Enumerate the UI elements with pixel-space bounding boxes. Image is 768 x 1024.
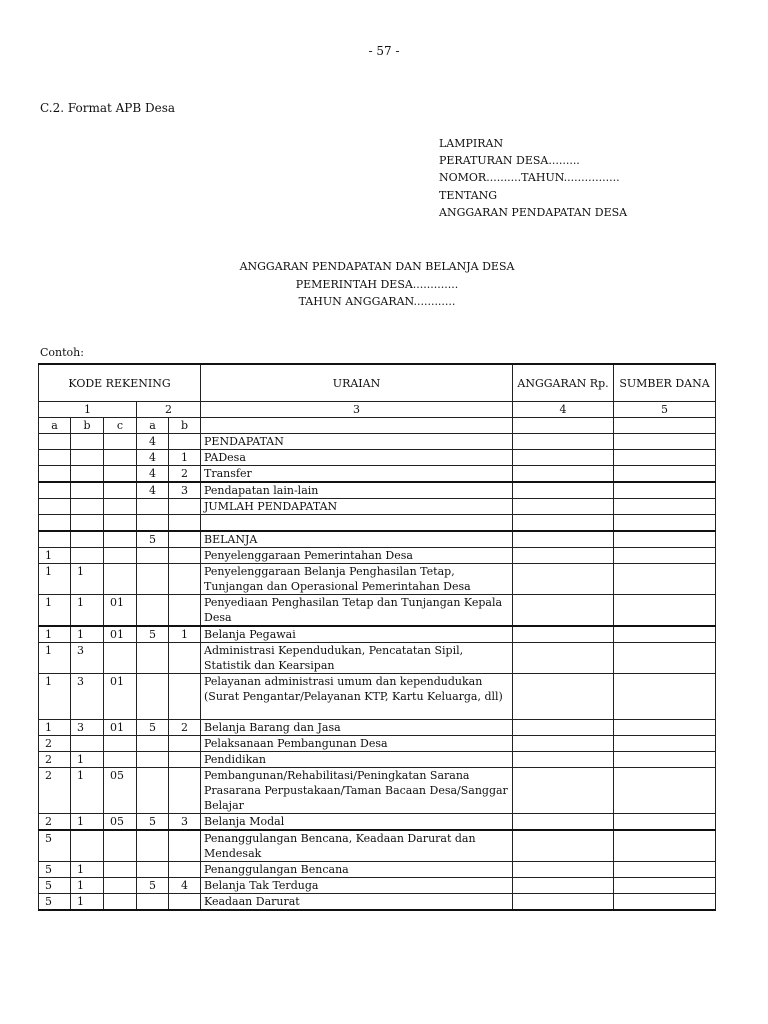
header-kode-rekening: KODE REKENING [39, 364, 201, 402]
kode-a1-cell: 5 [39, 862, 71, 878]
anggaran-cell [513, 752, 614, 768]
uraian-cell: Pelayanan administrasi umum dan kependudukan (Surat Pengantar/Pelayanan KTP, Kartu Keluarga, dll) [201, 674, 513, 720]
table-row [39, 499, 716, 515]
kode-c1-cell: 01 [104, 674, 137, 720]
table-row [39, 830, 716, 862]
table-header-row [39, 364, 716, 402]
lampiran-line: TENTANG [439, 188, 498, 202]
uraian-cell: Pembangunan/Rehabilitasi/Peningkatan Sarana Prasarana Perpustakaan/Taman Bacaan Desa/Sanggar Belajar [201, 768, 513, 814]
kode-a1-cell: 2 [39, 768, 71, 814]
kode-a1-cell: 1 [39, 626, 71, 643]
sumber-dana-cell [614, 531, 716, 548]
kode-a2-cell: 5 [137, 878, 169, 894]
kode-b1-cell: 1 [71, 564, 104, 595]
kode-b1-cell [71, 499, 104, 515]
page-number: - 57 - [368, 44, 400, 58]
anggaran-cell [513, 564, 614, 595]
kode-a2-cell [137, 736, 169, 752]
sumber-dana-cell [614, 768, 716, 814]
uraian-cell: Belanja Modal [201, 814, 513, 831]
anggaran-cell [513, 626, 614, 643]
kode-a2-cell [137, 862, 169, 878]
kode-b2-cell [169, 643, 201, 674]
kode-c1-cell [104, 878, 137, 894]
table-row [39, 548, 716, 564]
kode-b1-cell: 3 [71, 674, 104, 720]
kode-c1-cell [104, 564, 137, 595]
kode-b2-cell [169, 564, 201, 595]
kode-c1-cell [104, 499, 137, 515]
contoh-label: Contoh: [40, 346, 84, 359]
kode-a2-cell: 5 [137, 626, 169, 643]
kode-b1-cell [71, 434, 104, 450]
sumber-dana-cell [614, 720, 716, 736]
sumber-dana-cell [614, 482, 716, 499]
kode-c1-cell [104, 548, 137, 564]
section-title: C.2. Format APB Desa [40, 101, 176, 115]
kode-a1-cell: 2 [39, 736, 71, 752]
sumber-dana-cell [614, 862, 716, 878]
sumber-dana-cell [614, 466, 716, 483]
anggaran-cell [513, 515, 614, 532]
kode-a1-cell: 1 [39, 643, 71, 674]
uraian-cell: JUMLAH PENDAPATAN [201, 499, 513, 515]
uraian-cell: Belanja Tak Terduga [201, 878, 513, 894]
kode-c1-cell [104, 830, 137, 862]
kode-b1-cell [71, 515, 104, 532]
kode-b1-cell [71, 466, 104, 483]
kode-c1-cell [104, 643, 137, 674]
uraian-cell: Keadaan Darurat [201, 894, 513, 911]
kode-a1-cell [39, 450, 71, 466]
table-row [39, 450, 716, 466]
kode-a2-cell: 4 [137, 434, 169, 450]
uraian-cell: BELANJA [201, 531, 513, 548]
uraian-cell: Penyediaan Penghasilan Tetap dan Tunjangan Kepala Desa [201, 595, 513, 627]
anggaran-cell [513, 830, 614, 862]
table-row [39, 862, 716, 878]
anggaran-cell [513, 434, 614, 450]
kode-a2-cell [137, 894, 169, 911]
kode-b2-cell [169, 862, 201, 878]
kode-a2-cell: 5 [137, 814, 169, 831]
kode-b2-cell [169, 768, 201, 814]
sumber-dana-cell [614, 434, 716, 450]
sub-header: a [39, 418, 71, 434]
sumber-dana-cell [614, 878, 716, 894]
uraian-cell: Penanggulangan Bencana, Keadaan Darurat dan Mendesak [201, 830, 513, 862]
sumber-dana-cell [614, 674, 716, 720]
sumber-dana-cell [614, 814, 716, 831]
kode-b1-cell: 1 [71, 878, 104, 894]
anggaran-cell [513, 595, 614, 627]
kode-a1-cell: 5 [39, 894, 71, 911]
kode-b2-cell: 3 [169, 814, 201, 831]
kode-c1-cell [104, 862, 137, 878]
table-row [39, 434, 716, 450]
column-number: 4 [513, 402, 614, 418]
kode-b2-cell: 3 [169, 482, 201, 499]
kode-a2-cell: 5 [137, 720, 169, 736]
kode-b2-cell [169, 434, 201, 450]
title-line: TAHUN ANGGARAN............ [298, 295, 456, 308]
kode-a2-cell [137, 674, 169, 720]
uraian-cell: Pelaksanaan Pembangunan Desa [201, 736, 513, 752]
sumber-dana-cell [614, 499, 716, 515]
sumber-dana-cell [614, 564, 716, 595]
kode-a1-cell: 1 [39, 595, 71, 627]
table-row [39, 736, 716, 752]
kode-b2-cell [169, 531, 201, 548]
anggaran-cell [513, 482, 614, 499]
uraian-cell: Belanja Pegawai [201, 626, 513, 643]
anggaran-cell [513, 531, 614, 548]
kode-b1-cell: 3 [71, 720, 104, 736]
kode-b2-cell: 2 [169, 720, 201, 736]
sub-header: b [169, 418, 201, 434]
anggaran-cell [513, 643, 614, 674]
column-number: 1 [39, 402, 137, 418]
kode-a2-cell [137, 595, 169, 627]
kode-b1-cell: 1 [71, 626, 104, 643]
kode-a2-cell: 4 [137, 450, 169, 466]
kode-c1-cell [104, 450, 137, 466]
table-row [39, 768, 716, 814]
kode-a1-cell [39, 499, 71, 515]
kode-b1-cell: 1 [71, 752, 104, 768]
table-row [39, 515, 716, 532]
table-row [39, 720, 716, 736]
anggaran-cell [513, 466, 614, 483]
lampiran-line: PERATURAN DESA......... [439, 154, 580, 168]
kode-a2-cell [137, 548, 169, 564]
column-number: 2 [137, 402, 201, 418]
sub-header: b [71, 418, 104, 434]
table-row [39, 466, 716, 483]
anggaran-cell [513, 450, 614, 466]
kode-a2-cell [137, 499, 169, 515]
kode-b2-cell [169, 548, 201, 564]
kode-b2-cell [169, 515, 201, 532]
table-row [39, 878, 716, 894]
kode-b1-cell [71, 548, 104, 564]
table-row [39, 894, 716, 911]
anggaran-cell [513, 674, 614, 720]
uraian-cell: Penyelenggaraan Belanja Penghasilan Tetap, Tunjangan dan Operasional Pemerintahan Desa [201, 564, 513, 595]
kode-b2-cell: 1 [169, 626, 201, 643]
sub-header: a [137, 418, 169, 434]
kode-b1-cell [71, 736, 104, 752]
lampiran-line: ANGGARAN PENDAPATAN DESA [439, 205, 628, 219]
kode-a2-cell: 5 [137, 531, 169, 548]
lampiran-block [439, 135, 627, 221]
kode-b1-cell: 1 [71, 862, 104, 878]
kode-a2-cell [137, 830, 169, 862]
uraian-cell: Penyelenggaraan Pemerintahan Desa [201, 548, 513, 564]
kode-b2-cell [169, 595, 201, 627]
sub-header-row [39, 418, 716, 434]
table-row [39, 674, 716, 720]
title-line: PEMERINTAH DESA............. [295, 277, 459, 291]
anggaran-cell [513, 499, 614, 515]
kode-c1-cell [104, 466, 137, 483]
title-line: ANGGARAN PENDAPATAN DAN BELANJA DESA [239, 260, 515, 273]
uraian-cell: Belanja Barang dan Jasa [201, 720, 513, 736]
anggaran-cell [513, 768, 614, 814]
kode-b2-cell: 4 [169, 878, 201, 894]
kode-b2-cell [169, 736, 201, 752]
kode-b1-cell: 1 [71, 894, 104, 911]
sumber-dana-cell [614, 548, 716, 564]
kode-b2-cell: 2 [169, 466, 201, 483]
kode-a1-cell: 1 [39, 720, 71, 736]
kode-a1-cell [39, 515, 71, 532]
kode-b1-cell: 3 [71, 643, 104, 674]
uraian-cell: Penanggulangan Bencana [201, 862, 513, 878]
sumber-dana-cell [614, 595, 716, 627]
kode-b1-cell: 1 [71, 595, 104, 627]
kode-b1-cell [71, 450, 104, 466]
column-number-row [39, 402, 716, 418]
kode-c1-cell [104, 752, 137, 768]
anggaran-cell [513, 862, 614, 878]
kode-b2-cell [169, 830, 201, 862]
table-row [39, 595, 716, 627]
lampiran-line: NOMOR..........TAHUN................ [439, 171, 620, 185]
anggaran-cell [513, 878, 614, 894]
kode-a2-cell: 4 [137, 466, 169, 483]
kode-c1-cell: 01 [104, 720, 137, 736]
kode-c1-cell: 01 [104, 626, 137, 643]
kode-c1-cell [104, 531, 137, 548]
kode-b1-cell [71, 531, 104, 548]
uraian-cell [201, 515, 513, 532]
apb-table [38, 363, 716, 911]
kode-b1-cell: 1 [71, 768, 104, 814]
header-sumber-dana: SUMBER DANA [614, 364, 716, 402]
uraian-cell: Pendapatan lain-lain [201, 482, 513, 499]
kode-c1-cell [104, 515, 137, 532]
kode-a1-cell: 2 [39, 814, 71, 831]
sub-header: c [104, 418, 137, 434]
kode-b1-cell: 1 [71, 814, 104, 831]
kode-c1-cell: 05 [104, 768, 137, 814]
kode-b2-cell [169, 894, 201, 911]
kode-a1-cell: 2 [39, 752, 71, 768]
table-row [39, 531, 716, 548]
kode-a2-cell: 4 [137, 482, 169, 499]
table-row [39, 482, 716, 499]
lampiran-line: LAMPIRAN [439, 137, 504, 150]
kode-a1-cell: 5 [39, 830, 71, 862]
kode-c1-cell [104, 434, 137, 450]
table-row [39, 752, 716, 768]
kode-a1-cell: 1 [39, 674, 71, 720]
kode-a2-cell [137, 752, 169, 768]
kode-c1-cell [104, 482, 137, 499]
uraian-cell: PENDAPATAN [201, 434, 513, 450]
table-row [39, 814, 716, 831]
anggaran-cell [513, 814, 614, 831]
uraian-cell: Pendidikan [201, 752, 513, 768]
kode-a1-cell [39, 466, 71, 483]
sumber-dana-cell [614, 515, 716, 532]
anggaran-cell [513, 736, 614, 752]
column-number: 5 [614, 402, 716, 418]
kode-a1-cell [39, 482, 71, 499]
sumber-dana-cell [614, 736, 716, 752]
anggaran-cell [513, 548, 614, 564]
kode-c1-cell: 05 [104, 814, 137, 831]
sumber-dana-cell [614, 830, 716, 862]
sumber-dana-cell [614, 894, 716, 911]
sumber-dana-cell [614, 450, 716, 466]
kode-a1-cell: 5 [39, 878, 71, 894]
table-row [39, 626, 716, 643]
uraian-cell: Administrasi Kependudukan, Pencatatan Sipil, Statistik dan Kearsipan [201, 643, 513, 674]
sumber-dana-cell [614, 752, 716, 768]
table-row [39, 564, 716, 595]
anggaran-cell [513, 894, 614, 911]
kode-a1-cell: 1 [39, 564, 71, 595]
kode-a1-cell [39, 531, 71, 548]
kode-c1-cell [104, 894, 137, 911]
sumber-dana-cell [614, 626, 716, 643]
document-title [0, 258, 754, 311]
kode-a1-cell [39, 434, 71, 450]
header-uraian: URAIAN [201, 364, 513, 402]
kode-a1-cell: 1 [39, 548, 71, 564]
kode-c1-cell: 01 [104, 595, 137, 627]
kode-b1-cell [71, 830, 104, 862]
kode-b2-cell [169, 752, 201, 768]
kode-b2-cell [169, 674, 201, 720]
kode-a2-cell [137, 515, 169, 532]
kode-a2-cell [137, 768, 169, 814]
kode-b2-cell: 1 [169, 450, 201, 466]
anggaran-cell [513, 720, 614, 736]
header-anggaran: ANGGARAN Rp. [513, 364, 614, 402]
column-number: 3 [201, 402, 513, 418]
kode-a2-cell [137, 564, 169, 595]
sumber-dana-cell [614, 643, 716, 674]
kode-c1-cell [104, 736, 137, 752]
uraian-cell: Transfer [201, 466, 513, 483]
table-row [39, 643, 716, 674]
kode-b1-cell [71, 482, 104, 499]
uraian-cell: PADesa [201, 450, 513, 466]
kode-b2-cell [169, 499, 201, 515]
kode-a2-cell [137, 643, 169, 674]
